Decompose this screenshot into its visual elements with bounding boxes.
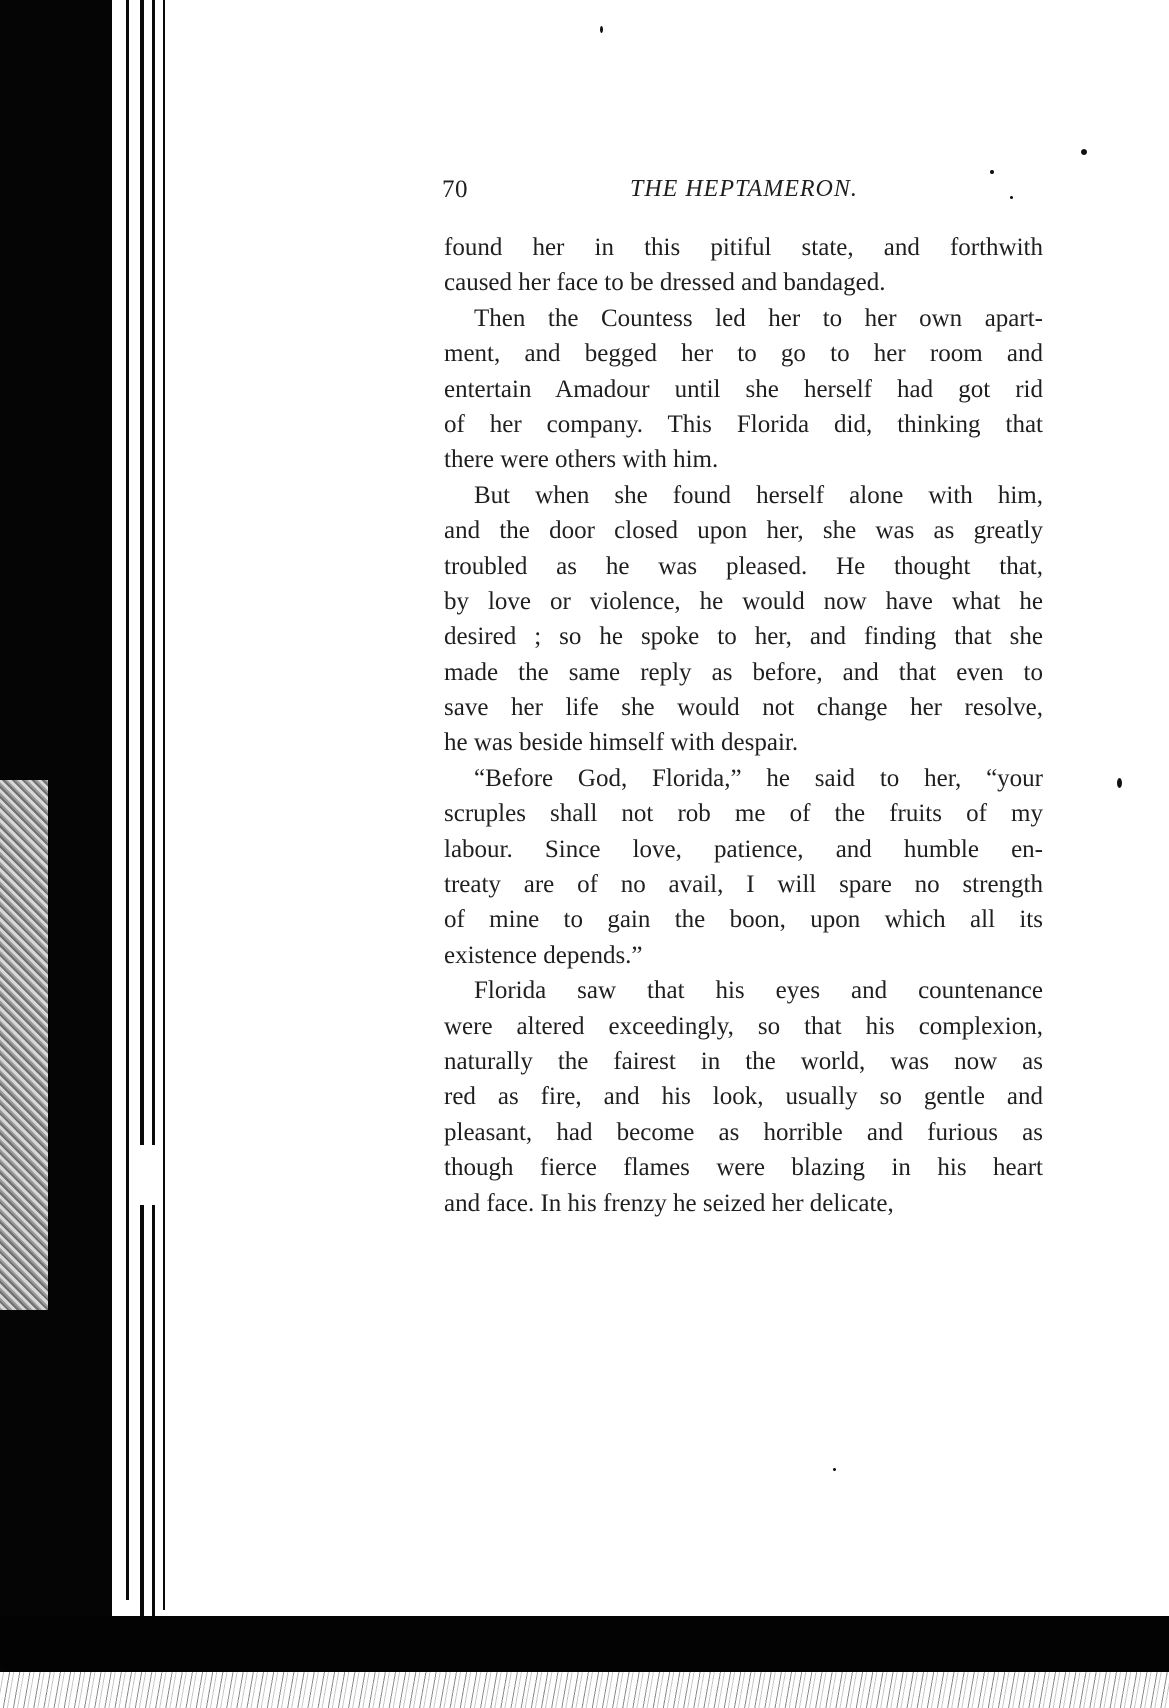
running-head: [442, 176, 1042, 210]
binding-edge-line: [163, 0, 165, 1610]
text-line: treaty are of no avail, I will spare no strength: [444, 871, 1043, 899]
text-line: he was beside himself with despair.: [444, 729, 799, 757]
text-line: Florida saw that his eyes and countenance: [474, 977, 1043, 1005]
text-line: labour. Since love, patience, and humble en-: [444, 835, 1043, 863]
text-line: Then the Countess led her to her own apart-: [474, 304, 1043, 332]
text-line: scruples shall not rob me of the fruits of my: [444, 800, 1043, 828]
text-line: desired ; so he spoke to her, and finding that she: [444, 623, 1043, 651]
binding-gap: [130, 1145, 160, 1205]
dust-speck: [1117, 778, 1122, 788]
dust-speck: [990, 170, 994, 174]
text-line: of mine to gain the boon, upon which all its: [444, 906, 1043, 934]
text-line: pleasant, had become as horrible and furious as: [444, 1118, 1043, 1146]
paragraph: [444, 761, 1043, 973]
text-line: red as fire, and his look, usually so gentle and: [444, 1083, 1043, 1111]
text-line: save her life she would not change her resolve,: [444, 694, 1043, 722]
binding-edge-line: [152, 0, 155, 1620]
dust-speck: [600, 26, 603, 33]
text-line: “Before God, Florida,” he said to her, “your: [474, 764, 1043, 792]
text-line: ment, and begged her to go to her room and: [444, 340, 1043, 368]
page-number: 70: [442, 176, 468, 203]
body-text: [444, 230, 1043, 1221]
text-line: But when she found herself alone with him,: [474, 481, 1043, 509]
paragraph: [444, 230, 1043, 301]
text-line: troubled as he was pleased. He thought that,: [444, 552, 1043, 580]
paragraph: [444, 973, 1043, 1221]
text-line: were altered exceedingly, so that his complexion,: [444, 1012, 1043, 1040]
scan-bottom-shadow: [0, 1616, 1169, 1672]
text-line: naturally the fairest in the world, was now as: [444, 1047, 1043, 1075]
binding-edge-line: [126, 0, 129, 1600]
text-line: caused her face to be dressed and bandaged.: [444, 269, 886, 297]
text-line: of her company. This Florida did, thinking that: [444, 410, 1043, 438]
scan-noise-left: [0, 780, 48, 1310]
book-title: THE HEPTAMERON.: [630, 176, 858, 202]
text-line: there were others with him.: [444, 446, 719, 474]
text-line: made the same reply as before, and that even to: [444, 658, 1043, 686]
text-line: by love or violence, he would now have what he: [444, 587, 1043, 615]
text-line: though fierce flames were blazing in his heart: [444, 1154, 1043, 1182]
paragraph: [444, 478, 1043, 761]
text-line: existence depends.”: [444, 941, 643, 969]
text-line: and the door closed upon her, she was as greatly: [444, 517, 1043, 545]
dust-speck: [833, 1468, 836, 1471]
paragraph: [444, 301, 1043, 478]
scan-noise-bottom: [0, 1672, 1169, 1708]
binding-edge-line: [140, 0, 144, 1620]
dust-speck: [1081, 149, 1087, 155]
text-line: entertain Amadour until she herself had got rid: [444, 375, 1043, 403]
text-line: found her in this pitiful state, and forthwith: [444, 234, 1043, 261]
text-line: and face. In his frenzy he seized her delicate,: [444, 1189, 894, 1217]
